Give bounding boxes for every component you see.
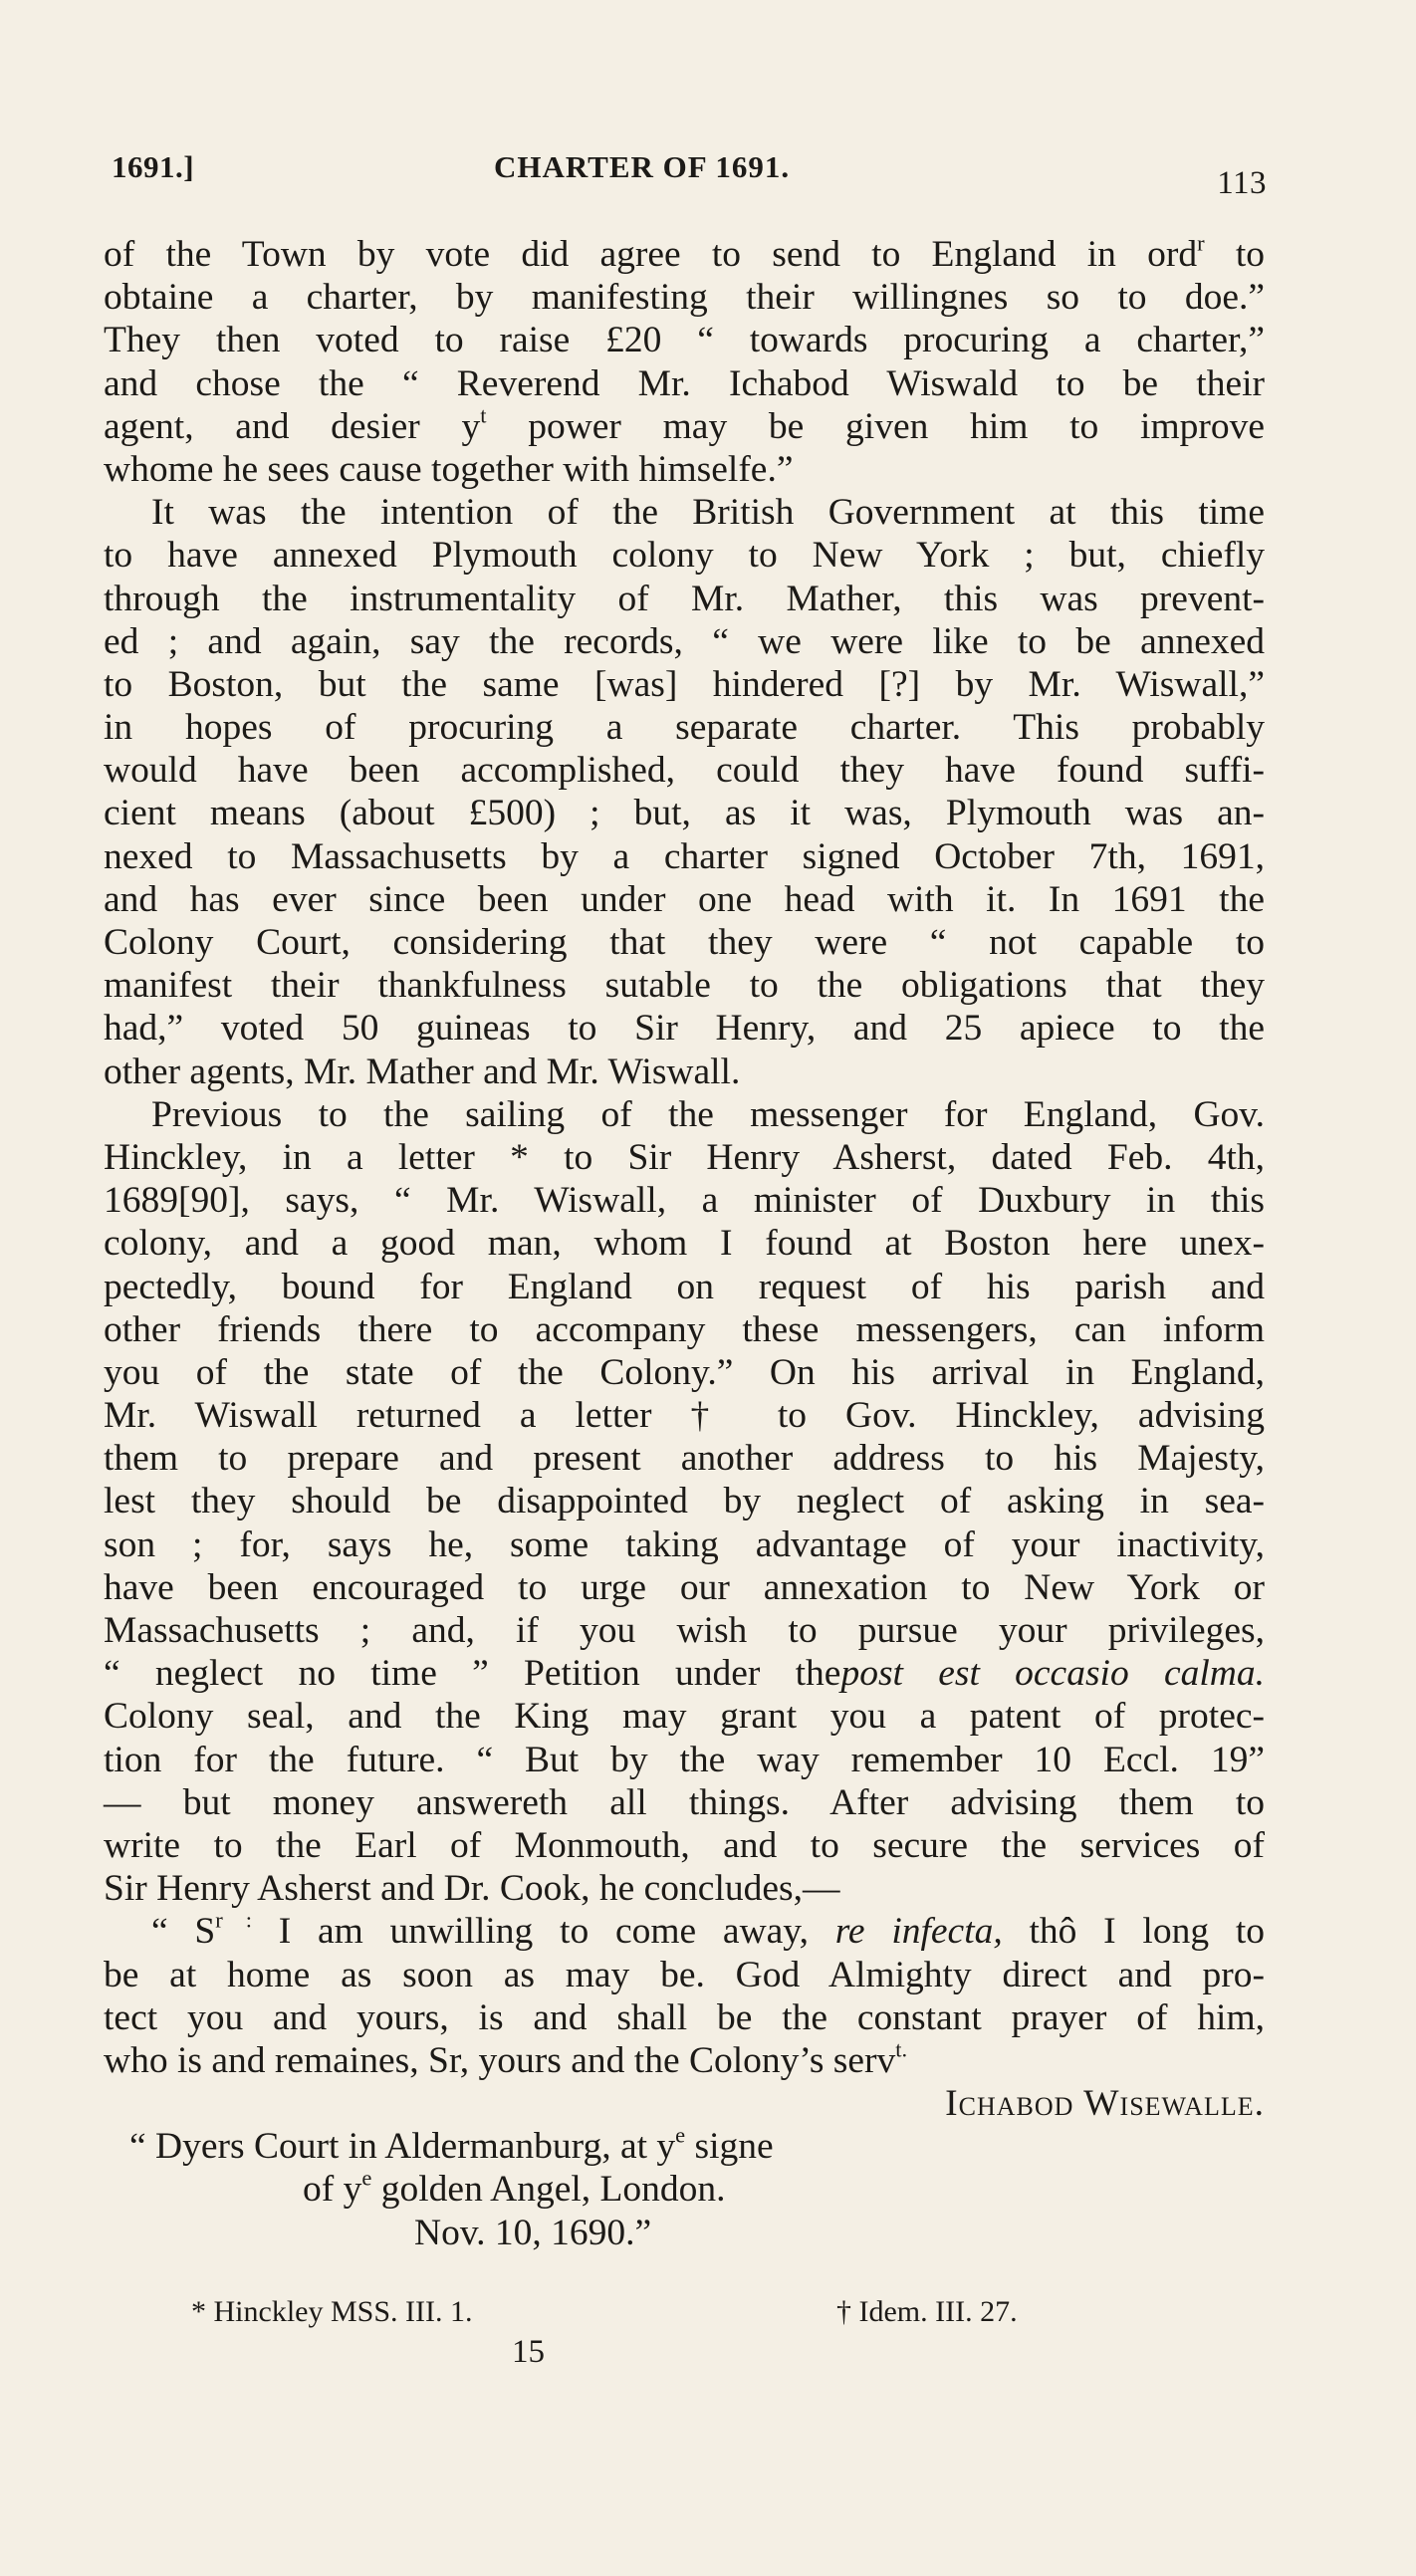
text-line [104, 1222, 1265, 1265]
line-segment: signe [685, 2126, 774, 2168]
text-line [104, 964, 1265, 1007]
line-segment: ” Petition under the [472, 1653, 841, 1695]
line-segment: write to the Earl of Monmouth, and to secure the services of [104, 1824, 1265, 1866]
line-segment: them to prepare and present another address to his Majesty, [104, 1438, 1265, 1480]
line-segment: and chose the “ Reverend Mr. Ichabod Wiswald to be their [104, 362, 1265, 404]
line-segment: and has ever since been under one head with it. In 1691 the [104, 878, 1265, 920]
line-segment: “ neglect no time [104, 1653, 473, 1695]
text-line [104, 1739, 1265, 1781]
text-line [104, 578, 1265, 620]
line-segment: Nov. 10, 1690.” [414, 2212, 652, 2253]
line-segment: Sir Henry Asherst and Dr. Cook, he concludes,— [104, 1868, 840, 1910]
text-line [104, 2165, 1265, 2211]
footnotes [191, 2295, 1107, 2339]
text-line [104, 1394, 1265, 1437]
line-segment: power may be given him to improve [486, 405, 1266, 447]
text-line [104, 1954, 1265, 1996]
line-segment: manifest their thankfulness sutable to the obligations that they [104, 965, 1265, 1007]
line-segment: Massachusetts ; and, if you wish to pursue your privileges, [104, 1610, 1265, 1651]
text-line [104, 491, 1265, 534]
running-head [112, 145, 1267, 205]
line-segment: obtaine a charter, by manifesting their willingnes so to doe.” [104, 277, 1265, 319]
line-segment: Colony Court, considering that they were “ not capable to [104, 922, 1265, 963]
line-segment: tect you and yours, is and shall be the constant prayer of him, [104, 1996, 1265, 2038]
line-segment: other agents, Mr. Mather and Mr. Wiswall. [104, 1051, 741, 1092]
footnote-idem: † Idem. III. 27. [836, 2295, 1018, 2328]
text-line [104, 1523, 1265, 1566]
text-line [104, 1093, 1265, 1136]
line-segment: pectedly, bound for England on request of his parish and [104, 1266, 1265, 1307]
line-segment: had,” voted 50 guineas to Sir Henry, and 25 apiece to the [104, 1008, 1265, 1050]
line-segment: of the Town by vote did agree to send to England in ord [104, 234, 1198, 275]
superscript: t. [895, 2036, 908, 2062]
line-segment: to Boston, but the same [was] hindered [?] by Mr. Wiswall,” [104, 663, 1265, 705]
line-segment: ed ; and again, say the records, “ we were like to be annexed [104, 620, 1265, 662]
line-segment: It was the intention of the British Government at this time [151, 492, 1265, 534]
text-line [104, 1652, 1265, 1695]
italic-phrase: re infecta, [834, 1911, 1003, 1953]
line-segment: — but money answereth all things. After advising them to [104, 1781, 1265, 1823]
italic-phrase: post est occasio calma. [840, 1653, 1265, 1695]
text-line [104, 1179, 1265, 1222]
text-line [104, 1609, 1265, 1652]
line-segment: in hopes of procuring a separate charter. This probably [104, 707, 1265, 749]
line-segment: to have annexed Plymouth colony to New York ; but, chiefly [104, 535, 1265, 577]
text-line [104, 878, 1265, 921]
text-line [104, 1781, 1265, 1824]
line-segment: who is and remaines, Sr, yours and the Colony’s serv [104, 2039, 896, 2081]
line-segment: Colony seal, and the King may grant you a patent of protec- [104, 1696, 1265, 1738]
line-segment: 1689[90], says, “ Mr. Wiswall, a minister of Duxbury in this [104, 1180, 1265, 1222]
line-segment: They then voted to raise £20 “ towards procuring a charter,” [104, 320, 1265, 361]
text-line [104, 402, 1266, 448]
printer-signature-mark: 15 [512, 2334, 545, 2370]
line-segment: thô I long to [1002, 1911, 1265, 1953]
text-line [104, 2122, 1265, 2168]
line-segment: tion for the future. “ But by the way remember 10 Eccl. 19” [104, 1739, 1265, 1780]
line-segment: Ichabod Wisewalle. [945, 2083, 1265, 2125]
running-head-year: 1691.] [112, 149, 195, 184]
line-segment: colony, and a good man, whom I found at Boston here unex- [104, 1223, 1265, 1265]
line-segment: Hinckley, in a letter * to Sir Henry Asherst, dated Feb. 4th, [104, 1136, 1265, 1178]
footnote-hinckley-mss: * Hinckley MSS. III. 1. [191, 2295, 473, 2328]
text-line [104, 1907, 1265, 1953]
text-line [104, 2082, 1265, 2125]
line-segment: agent, and desier y [104, 405, 481, 447]
text-line [104, 792, 1265, 834]
text-line [104, 1051, 1265, 1093]
text-line [104, 663, 1265, 706]
text-line [104, 2036, 1265, 2082]
text-line [104, 1480, 1265, 1522]
line-segment: I am unwilling to come away, [252, 1911, 835, 1953]
text-line [104, 276, 1265, 319]
text-line [104, 620, 1265, 663]
superscript: t [480, 402, 487, 427]
text-line [104, 749, 1265, 792]
text-line [104, 1266, 1265, 1308]
line-segment: be at home as soon as may be. God Almighty direct and pro- [104, 1954, 1265, 1995]
line-segment: whome he sees cause together with himselfe.” [104, 448, 794, 490]
text-line [104, 1996, 1265, 2039]
text-line [104, 1867, 1265, 1910]
superscript: e [675, 2122, 686, 2148]
line-segment: to [1204, 234, 1265, 275]
running-head-title: CHARTER OF 1691. [494, 149, 791, 184]
text-line [104, 1695, 1265, 1738]
line-segment: son ; for, says he, some taking advantage of your inactivity, [104, 1523, 1265, 1565]
body-text [104, 230, 1266, 2254]
text-line [104, 1136, 1265, 1179]
text-line [104, 1351, 1265, 1394]
text-line [104, 230, 1265, 276]
text-line [104, 362, 1265, 405]
line-segment: you of the state of the Colony.” On his arrival in England, [104, 1351, 1265, 1393]
line-segment: Mr. Wiswall returned a letter † to Gov. Hinckley, advising [104, 1395, 1265, 1437]
line-segment: golden Angel, London. [371, 2169, 726, 2211]
superscript: e [361, 2165, 372, 2191]
text-line [104, 706, 1265, 749]
line-segment: “ Dyers Court in Aldermanburg, at y [129, 2126, 676, 2168]
superscript: r : [215, 1907, 252, 1933]
text-line [104, 1824, 1265, 1867]
line-segment: have been encouraged to urge our annexation to New York or [104, 1566, 1265, 1608]
text-line [104, 2212, 1265, 2254]
text-line [104, 1308, 1265, 1351]
line-segment: cient means (about £500) ; but, as it was, Plymouth was an- [104, 793, 1265, 834]
text-line [104, 835, 1265, 878]
line-segment: Previous to the sailing of the messenger for England, Gov. [151, 1093, 1265, 1135]
text-line [104, 921, 1265, 964]
text-line [104, 319, 1265, 361]
text-line [104, 448, 1265, 491]
line-segment: would have been accomplished, could they have found suffi- [104, 750, 1265, 792]
text-line [104, 534, 1265, 577]
line-segment: “ S [151, 1911, 216, 1953]
text-line [104, 1437, 1265, 1480]
text-line [104, 1566, 1265, 1609]
line-segment: other friends there to accompany these messengers, can inform [104, 1308, 1265, 1350]
line-segment: lest they should be disappointed by neglect of asking in sea- [104, 1481, 1265, 1522]
line-segment: of y [303, 2169, 362, 2211]
page-number: 113 [1217, 165, 1267, 201]
line-segment: through the instrumentality of Mr. Mather, this was prevent- [104, 578, 1265, 619]
text-line [104, 1007, 1265, 1050]
superscript: r [1197, 230, 1205, 256]
line-segment: nexed to Massachusetts by a charter signed October 7th, 1691, [104, 835, 1265, 877]
